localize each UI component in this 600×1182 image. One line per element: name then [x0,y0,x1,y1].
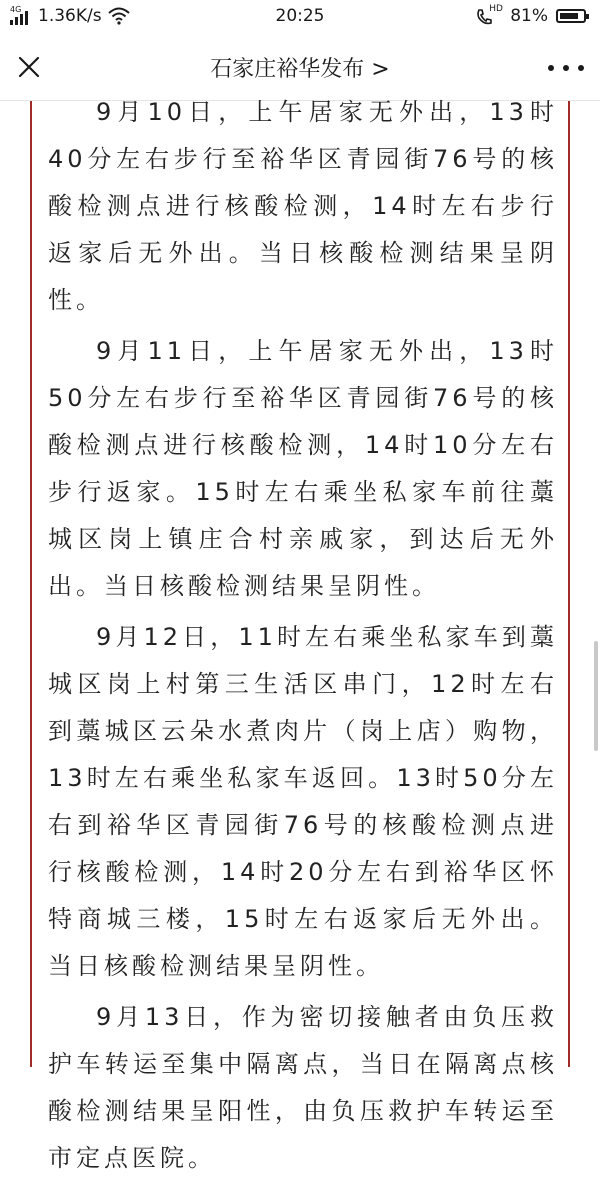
more-options-icon[interactable] [548,56,584,80]
hd-label: HD [489,4,503,14]
battery-percent: 81% [510,6,548,26]
article-paragraph: 9月12日，11时左右乘坐私家车到藁城区岗上村第三生活区串门，12时左右到藁城区云朵水煮肉片（岗上店）购物，13时左右乘坐私家车返回。13时50分左右到裕华区青园街76号的核酸检测点进行核酸检测，14时20分左右到裕华区怀特商城三楼，15时左右返家后无外出。当日核酸检测结果呈阴性。 [48,623,558,980]
article-paragraph: 9月10日，上午居家无外出，13时40分左右步行至裕华区青园街76号的核酸检测点进行核酸检测，14时左右步行返家后无外出。当日核酸检测结果呈阴性。 [48,98,558,314]
article-body [48,89,558,1182]
status-bar [0,0,600,34]
hd-call-icon [476,6,502,26]
network-speed: 1.36K/s [38,6,102,26]
status-right [476,6,586,26]
scrollbar-thumb[interactable] [594,641,598,751]
article-content[interactable] [0,98,600,1172]
article-paragraph: 9月11日，上午居家无外出，13时50分左右步行至裕华区青园街76号的核酸检测点进行核酸检测，14时10分左右步行返家。15时左右乘坐私家车前往藁城区岗上镇庄合村亲戚家，到达后无外出。当日核酸检测结果呈阴性。 [48,337,558,600]
account-title-link[interactable]: 石家庄裕华发布 > [210,57,390,82]
left-border-line [30,101,32,1067]
article-paragraph: 9月13日，作为密切接触者由负压救护车转运至集中隔离点，当日在隔离点核酸检测结果呈阳性，由负压救护车转运至市定点医院。 [48,1003,558,1172]
network-type-label: 4G [10,5,22,14]
battery-icon [556,9,586,23]
battery-level [560,13,578,19]
status-time: 20:25 [275,6,325,26]
right-border-line [568,101,570,1067]
